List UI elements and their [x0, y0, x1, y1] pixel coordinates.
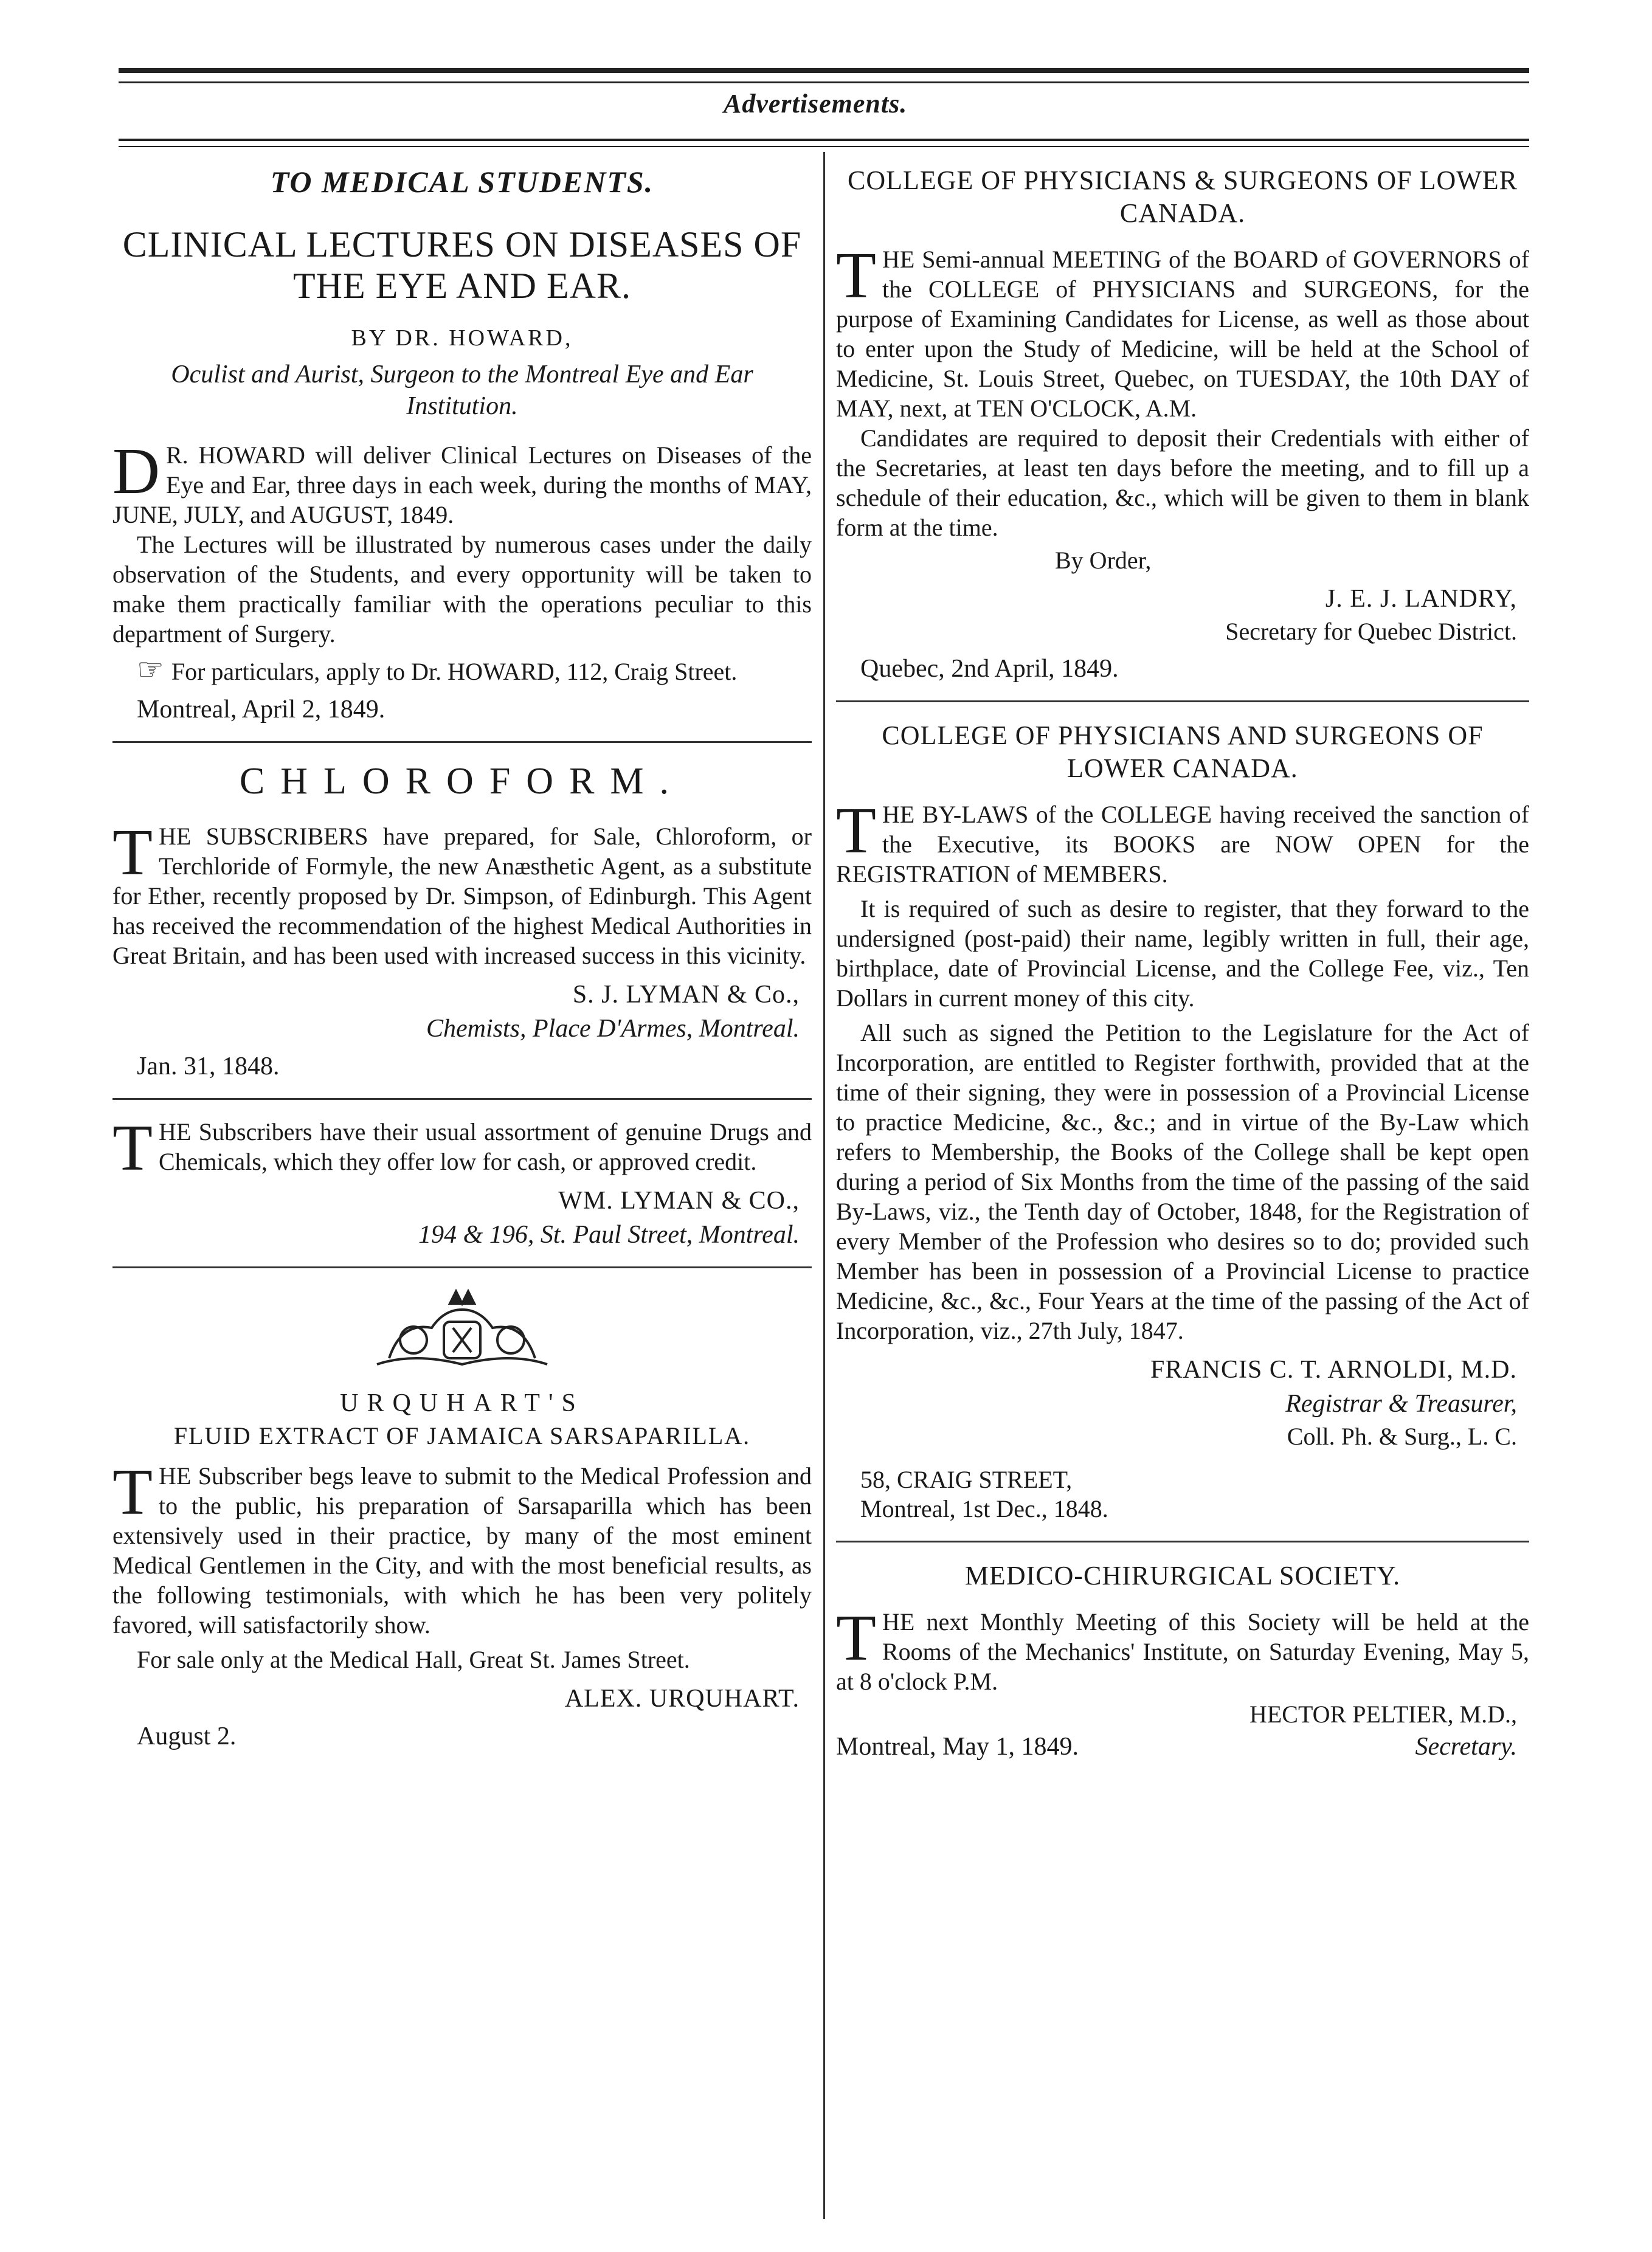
advert-headline: CLINICAL LECTURES ON DISEASES OF THE EYE AND EAR.	[122, 224, 802, 306]
section-divider	[836, 1541, 1529, 1542]
section-divider	[112, 1098, 812, 1100]
drop-cap: T	[112, 1456, 153, 1528]
right-column	[836, 158, 1529, 1761]
address-line: 58, CRAIG STREET,	[860, 1466, 1073, 1493]
advert-paragraph: The Lectures will be illustrated by numerous cases under the daily observation of the Students, and every opportunity will be taken to make them practically familiar with the operations peculiar to this department of Surgery.	[112, 531, 812, 648]
advert-paragraph-text: HE next Monthly Meeting of this Society will be held at the Rooms of the Mechanics' Institute, on Saturday Evening, May 5, at 8 o'clock P.M.	[836, 1608, 1529, 1695]
advert-paragraph	[836, 795, 1529, 889]
advert-signature-sub: Chemists, Place D'Armes, Montreal.	[426, 1015, 800, 1043]
section-divider	[112, 1266, 812, 1268]
head-rule-thin	[119, 146, 1529, 147]
column-rule	[823, 152, 825, 2219]
advert-paragraph: For sale only at the Medical Hall, Great St. James Street.	[137, 1646, 690, 1673]
advert-footer-line	[836, 1732, 1517, 1761]
advert-credentials: Oculist and Aurist, Surgeon to the Montreal Eye and Ear Institution.	[171, 361, 753, 420]
advert-clinical-lectures	[112, 164, 812, 724]
advert-byline: BY DR. HOWARD,	[351, 325, 573, 351]
drop-cap: T	[836, 1602, 876, 1674]
advert-paragraph	[112, 817, 812, 970]
advert-paragraph-text: HE SUBSCRIBERS have prepared, for Sale, Chloroform, or Terchloride of Formyle, the new Anæsthetic Agent, as a substitute for Ether, recently proposed by Dr. Simpson, of Edinburgh. This Agent has received the recommendation of the highest Medical Authorities in Great Britain, and has been used with increased success in this vicinity.	[112, 823, 812, 969]
advert-paragraph-text: HE Subscriber begs leave to submit to the Medical Profession and to the public, his preparation of Sarsaparilla which has been extensively used in their practice, by many of the most eminent Medical Gentlemen in the City, and with the most beneficial results, as the following testimonials, with which he has been very politely favored, will satisfactorily show.	[112, 1462, 812, 1639]
advert-paragraph	[112, 435, 812, 530]
advert-paragraph: Candidates are required to deposit their Credentials with either of the Secretaries, at least ten days before the meeting, and to fill up a schedule of their education, &c., which will be given to them in blank form at the time.	[836, 424, 1529, 541]
advert-sarsaparilla	[112, 1285, 812, 1751]
advert-headline: CHLOROFORM.	[239, 761, 685, 802]
advert-subhead: FLUID EXTRACT OF JAMAICA SARSAPARILLA.	[173, 1422, 751, 1449]
advert-date: Jan. 31, 1848.	[137, 1052, 280, 1080]
advert-signature: WM. LYMAN & CO.,	[558, 1187, 800, 1215]
advert-paragraph-text: For particulars, apply to Dr. HOWARD, 112, Craig Street.	[171, 658, 738, 685]
advert-signature-sub: Registrar & Treasurer,	[1285, 1390, 1517, 1418]
advert-medico-chirurgical	[836, 1559, 1529, 1761]
advert-paragraph	[836, 240, 1529, 423]
advert-college-meeting	[836, 164, 1529, 683]
advert-by-order: By Order,	[1055, 547, 1152, 574]
advert-signature-sub: Coll. Ph. & Surg., L. C.	[1287, 1423, 1517, 1450]
advert-signature: ALEX. URQUHART.	[564, 1685, 800, 1713]
advert-signature: FRANCIS C. T. ARNOLDI, M.D.	[1150, 1356, 1517, 1384]
advert-signature: J. E. J. LANDRY,	[1325, 585, 1517, 613]
advert-chloroform	[112, 760, 812, 1081]
advert-college-bylaws	[836, 719, 1529, 1524]
advert-paragraph-text: HE Semi-annual MEETING of the BOARD of GOVERNORS of the COLLEGE of PHYSICIANS and SURGEONS, for the purpose of Examining Candidates for License, as well as those about to enter upon the Study of Medicine, will be held at the School of Medicine, St. Louis Street, Quebec, on TUESDAY, the 10th DAY of MAY, next, at TEN O'CLOCK, A.M.	[836, 246, 1529, 422]
pointing-hand-icon: ☞	[137, 652, 164, 686]
drop-cap: T	[112, 817, 153, 889]
section-divider	[836, 700, 1529, 702]
advert-signature: S. J. LYMAN & Co.,	[572, 981, 800, 1009]
advert-headline: COLLEGE OF PHYSICIANS AND SURGEONS OF LOWER CANADA.	[882, 720, 1484, 783]
advert-paragraph: It is required of such as desire to register, that they forward to the undersigned (post-paid) their name, legibly written in full, their age, birthplace, date of Provincial License, and the College Fee, viz., Ten Dollars in current money of this city.	[836, 895, 1529, 1012]
advert-signature-sub: 194 & 196, St. Paul Street, Montreal.	[418, 1221, 800, 1249]
advert-date: Montreal, May 1, 1849.	[836, 1733, 1079, 1761]
advert-headline: COLLEGE OF PHYSICIANS & SURGEONS OF LOWER CANADA.	[848, 165, 1518, 228]
advert-headline: URQUHART'S	[340, 1389, 584, 1417]
top-rule-thin	[119, 81, 1529, 83]
address-line: Montreal, 1st Dec., 1848.	[860, 1495, 1108, 1522]
drop-cap: T	[836, 795, 876, 867]
drop-cap: D	[112, 435, 160, 508]
advert-address	[860, 1465, 1529, 1524]
advert-paragraph	[112, 1112, 812, 1184]
advert-kicker: TO MEDICAL STUDENTS.	[270, 165, 654, 199]
advert-date: August 2.	[137, 1722, 237, 1750]
drop-cap: T	[112, 1112, 153, 1184]
advert-paragraph: All such as signed the Petition to the Legislature for the Act of Incorporation, are entitled to Register forthwith, provided that at the time of their signing, they were in possession of a Provincial License to practice Medicine, &c., &c.; and in virtue of the By-Law which refers to Membership, the Books of the College shall be kept open during a period of Six Months from the time of the passing of the said By-Laws, viz., the Tenth day of October, 1848, for the Registration of every Member of the Profession who desires so to do; provided such Member has been in possession of a Provincial License to practice Medicine, &c., &c., Four Years at the time of the passing of the Act of Incorporation, viz., 27th July, 1847.	[836, 1019, 1529, 1344]
advert-paragraph	[112, 652, 812, 686]
advert-headline: MEDICO-CHIRURGICAL SOCIETY.	[964, 1561, 1401, 1591]
advert-paragraph	[836, 1602, 1529, 1696]
running-head: Advertisements.	[724, 89, 908, 119]
section-divider	[112, 741, 812, 743]
drop-cap: T	[836, 240, 876, 312]
advert-secretary: Secretary.	[1415, 1733, 1517, 1761]
left-column	[112, 158, 812, 1751]
advert-drugs	[112, 1112, 812, 1249]
advert-paragraph-text: R. HOWARD will deliver Clinical Lectures on Diseases of the Eye and Ear, three days in each week, during the months of MAY, JUNE, JULY, and AUGUST, 1849.	[112, 441, 812, 528]
advert-signature: HECTOR PELTIER, M.D.,	[1249, 1701, 1517, 1728]
head-rule	[119, 139, 1529, 141]
advert-paragraph-text: HE Subscribers have their usual assortment of genuine Drugs and Chemicals, which they offer low for cash, or approved credit.	[158, 1118, 812, 1175]
advert-date: Quebec, 2nd April, 1849.	[860, 655, 1119, 683]
royal-crest-icon	[365, 1285, 559, 1376]
advert-paragraph	[112, 1456, 812, 1640]
advert-date: Montreal, April 2, 1849.	[137, 696, 385, 724]
advert-signature-sub: Secretary for Quebec District.	[1225, 618, 1517, 645]
top-rule	[119, 68, 1529, 73]
advert-paragraph-text: HE BY-LAWS of the COLLEGE having received the sanction of the Executive, its BOOKS are NOW OPEN for the REGISTRATION of MEMBERS.	[836, 801, 1529, 888]
